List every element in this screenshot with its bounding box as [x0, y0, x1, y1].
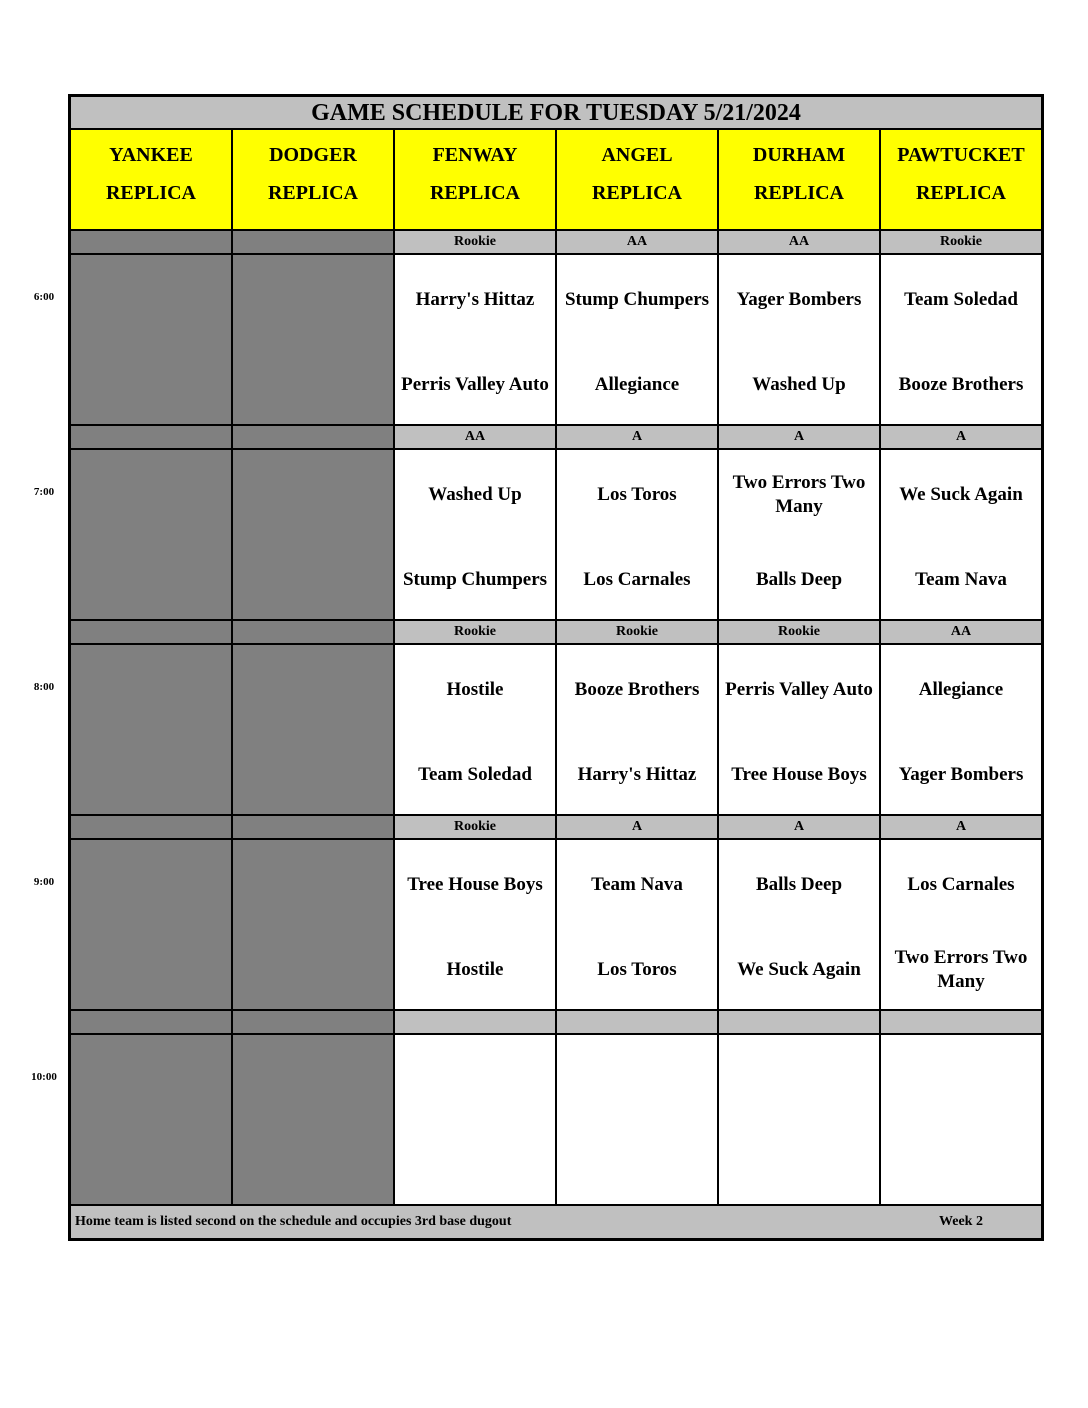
- home-team: [883, 1140, 1039, 1190]
- away-team: Harry's Hittaz: [415, 289, 535, 310]
- home-team: Tree House Boys: [731, 764, 867, 785]
- division-label: [71, 816, 231, 838]
- division-label: [233, 816, 393, 838]
- game-row: [71, 1035, 1041, 1206]
- home-team: Harry's Hittaz: [577, 764, 697, 785]
- division-label: Rookie: [395, 816, 555, 838]
- division-label: A: [557, 426, 717, 448]
- game-cell: [71, 1035, 231, 1204]
- division-label: A: [881, 816, 1041, 838]
- home-team: Team Nava: [915, 569, 1007, 590]
- away-team: [721, 1055, 877, 1105]
- home-team: [235, 555, 391, 605]
- away-team: [235, 1055, 391, 1105]
- home-team: Los Toros: [597, 959, 677, 980]
- game-cell: [881, 450, 1041, 619]
- division-label: A: [557, 816, 717, 838]
- game-cell: [557, 1035, 717, 1204]
- division-label: [719, 1011, 879, 1033]
- home-team: Allegiance: [594, 374, 680, 395]
- away-team: Team Soledad: [904, 289, 1018, 310]
- game-cell: [71, 645, 231, 814]
- game-cell: [719, 450, 879, 619]
- division-label: [233, 1011, 393, 1033]
- division-label: AA: [881, 621, 1041, 643]
- division-label: [881, 1011, 1041, 1033]
- division-label: AA: [395, 426, 555, 448]
- game-cell: [881, 1035, 1041, 1204]
- away-team: [235, 470, 391, 520]
- away-team: Booze Brothers: [574, 679, 700, 700]
- home-team: Two Errors Two Many: [894, 947, 1028, 992]
- home-team: Los Carnales: [583, 569, 691, 590]
- field-header-0: [71, 130, 231, 229]
- home-team: We Suck Again: [737, 959, 861, 980]
- field-header-2: [395, 130, 555, 229]
- game-cell: [395, 255, 555, 424]
- field-header-1: [233, 130, 393, 229]
- level-row: [71, 1011, 1041, 1035]
- home-team: [73, 750, 229, 800]
- field-subtitle: REPLICA: [267, 182, 358, 204]
- game-cell: [71, 255, 231, 424]
- division-label: [71, 231, 231, 253]
- game-cell: [71, 450, 231, 619]
- home-team: [397, 1140, 553, 1190]
- away-team: Team Nava: [591, 874, 683, 895]
- field-header-4: [719, 130, 879, 229]
- away-team: Los Carnales: [907, 874, 1015, 895]
- level-row: [71, 816, 1041, 840]
- game-cell: [719, 1035, 879, 1204]
- schedule-table: [68, 94, 1044, 1241]
- field-subtitle: REPLICA: [591, 182, 682, 204]
- field-subtitle: REPLICA: [915, 182, 1006, 204]
- home-team: [235, 945, 391, 995]
- time-label: 8:00: [33, 681, 55, 693]
- home-team: [235, 750, 391, 800]
- home-team: Perris Valley Auto: [401, 374, 549, 395]
- field-header-row: [71, 130, 1041, 231]
- home-team: Team Soledad: [418, 764, 532, 785]
- home-team: [73, 945, 229, 995]
- division-label: A: [881, 426, 1041, 448]
- away-team: [73, 470, 229, 520]
- field-name: YANKEE: [109, 144, 193, 166]
- home-team: Balls Deep: [755, 569, 843, 590]
- game-cell: [233, 840, 393, 1009]
- division-label: [557, 1011, 717, 1033]
- away-team: Perris Valley Auto: [725, 679, 873, 700]
- division-label: [395, 1011, 555, 1033]
- away-team: Yager Bombers: [736, 289, 862, 310]
- away-team: [73, 860, 229, 910]
- away-team: Stump Chumpers: [564, 289, 710, 310]
- field-header-5: [881, 130, 1041, 229]
- field-subtitle: REPLICA: [429, 182, 520, 204]
- field-subtitle: REPLICA: [105, 182, 196, 204]
- game-cell: [719, 255, 879, 424]
- home-team: [73, 555, 229, 605]
- game-cell: [395, 1035, 555, 1204]
- home-team: Booze Brothers: [898, 374, 1024, 395]
- schedule-title: GAME SCHEDULE FOR TUESDAY 5/21/2024: [71, 97, 1041, 130]
- division-label: [233, 426, 393, 448]
- home-team: [721, 1140, 877, 1190]
- game-cell: [719, 645, 879, 814]
- game-cell: [233, 255, 393, 424]
- away-team: [883, 1055, 1039, 1105]
- away-team: [73, 275, 229, 325]
- game-cell: [395, 645, 555, 814]
- level-row: [71, 426, 1041, 450]
- game-cell: [557, 255, 717, 424]
- division-label: [233, 231, 393, 253]
- division-label: [71, 1011, 231, 1033]
- game-row: [71, 255, 1041, 426]
- time-label: 9:00: [33, 876, 55, 888]
- division-label: A: [719, 426, 879, 448]
- game-row: [71, 645, 1041, 816]
- game-cell: [395, 840, 555, 1009]
- away-team: [235, 665, 391, 715]
- division-label: [233, 621, 393, 643]
- week-label: Week 2: [939, 1214, 983, 1229]
- away-team: We Suck Again: [899, 484, 1023, 505]
- field-name: DODGER: [269, 144, 357, 166]
- division-label: AA: [719, 231, 879, 253]
- field-name: FENWAY: [432, 144, 518, 166]
- game-cell: [557, 450, 717, 619]
- field-header-3: [557, 130, 717, 229]
- home-team: [73, 360, 229, 410]
- away-team: [73, 1055, 229, 1105]
- home-team: [73, 1140, 229, 1190]
- away-team: [235, 275, 391, 325]
- game-cell: [881, 645, 1041, 814]
- field-subtitle: REPLICA: [753, 182, 844, 204]
- game-cell: [71, 840, 231, 1009]
- away-team: Balls Deep: [755, 874, 843, 895]
- game-row: [71, 840, 1041, 1011]
- home-team: Hostile: [446, 959, 504, 980]
- game-cell: [233, 645, 393, 814]
- away-team: Two Errors Two Many: [732, 472, 866, 517]
- game-cell: [233, 450, 393, 619]
- time-label: 6:00: [33, 291, 55, 303]
- division-label: Rookie: [881, 231, 1041, 253]
- away-team: Hostile: [446, 679, 504, 700]
- game-row: [71, 450, 1041, 621]
- home-team: Stump Chumpers: [402, 569, 548, 590]
- away-team: Washed Up: [428, 484, 522, 505]
- division-label: A: [719, 816, 879, 838]
- away-team: [235, 860, 391, 910]
- game-cell: [881, 255, 1041, 424]
- division-label: [71, 426, 231, 448]
- game-cell: [719, 840, 879, 1009]
- division-label: AA: [557, 231, 717, 253]
- field-name: DURHAM: [752, 144, 846, 166]
- time-label: 7:00: [33, 486, 55, 498]
- away-team: [397, 1055, 553, 1105]
- division-label: Rookie: [719, 621, 879, 643]
- level-row: [71, 231, 1041, 255]
- level-row: [71, 621, 1041, 645]
- footer-note: Home team is listed second on the schedule and occupies 3rd base dugout: [75, 1214, 512, 1229]
- home-team: Yager Bombers: [898, 764, 1024, 785]
- away-team: Allegiance: [918, 679, 1004, 700]
- game-cell: [557, 840, 717, 1009]
- game-cell: [557, 645, 717, 814]
- field-name: ANGEL: [601, 144, 673, 166]
- home-team: [559, 1140, 715, 1190]
- division-label: [71, 621, 231, 643]
- division-label: Rookie: [395, 231, 555, 253]
- home-team: Washed Up: [752, 374, 846, 395]
- game-cell: [881, 840, 1041, 1009]
- division-label: Rookie: [395, 621, 555, 643]
- home-team: [235, 1140, 391, 1190]
- schedule-footer: [71, 1206, 1041, 1238]
- away-team: [73, 665, 229, 715]
- away-team: Los Toros: [597, 484, 677, 505]
- game-cell: [233, 1035, 393, 1204]
- time-label: 10:00: [31, 1071, 57, 1083]
- away-team: [559, 1055, 715, 1105]
- away-team: Tree House Boys: [407, 874, 543, 895]
- home-team: [235, 360, 391, 410]
- division-label: Rookie: [557, 621, 717, 643]
- field-name: PAWTUCKET: [897, 144, 1025, 166]
- game-cell: [395, 450, 555, 619]
